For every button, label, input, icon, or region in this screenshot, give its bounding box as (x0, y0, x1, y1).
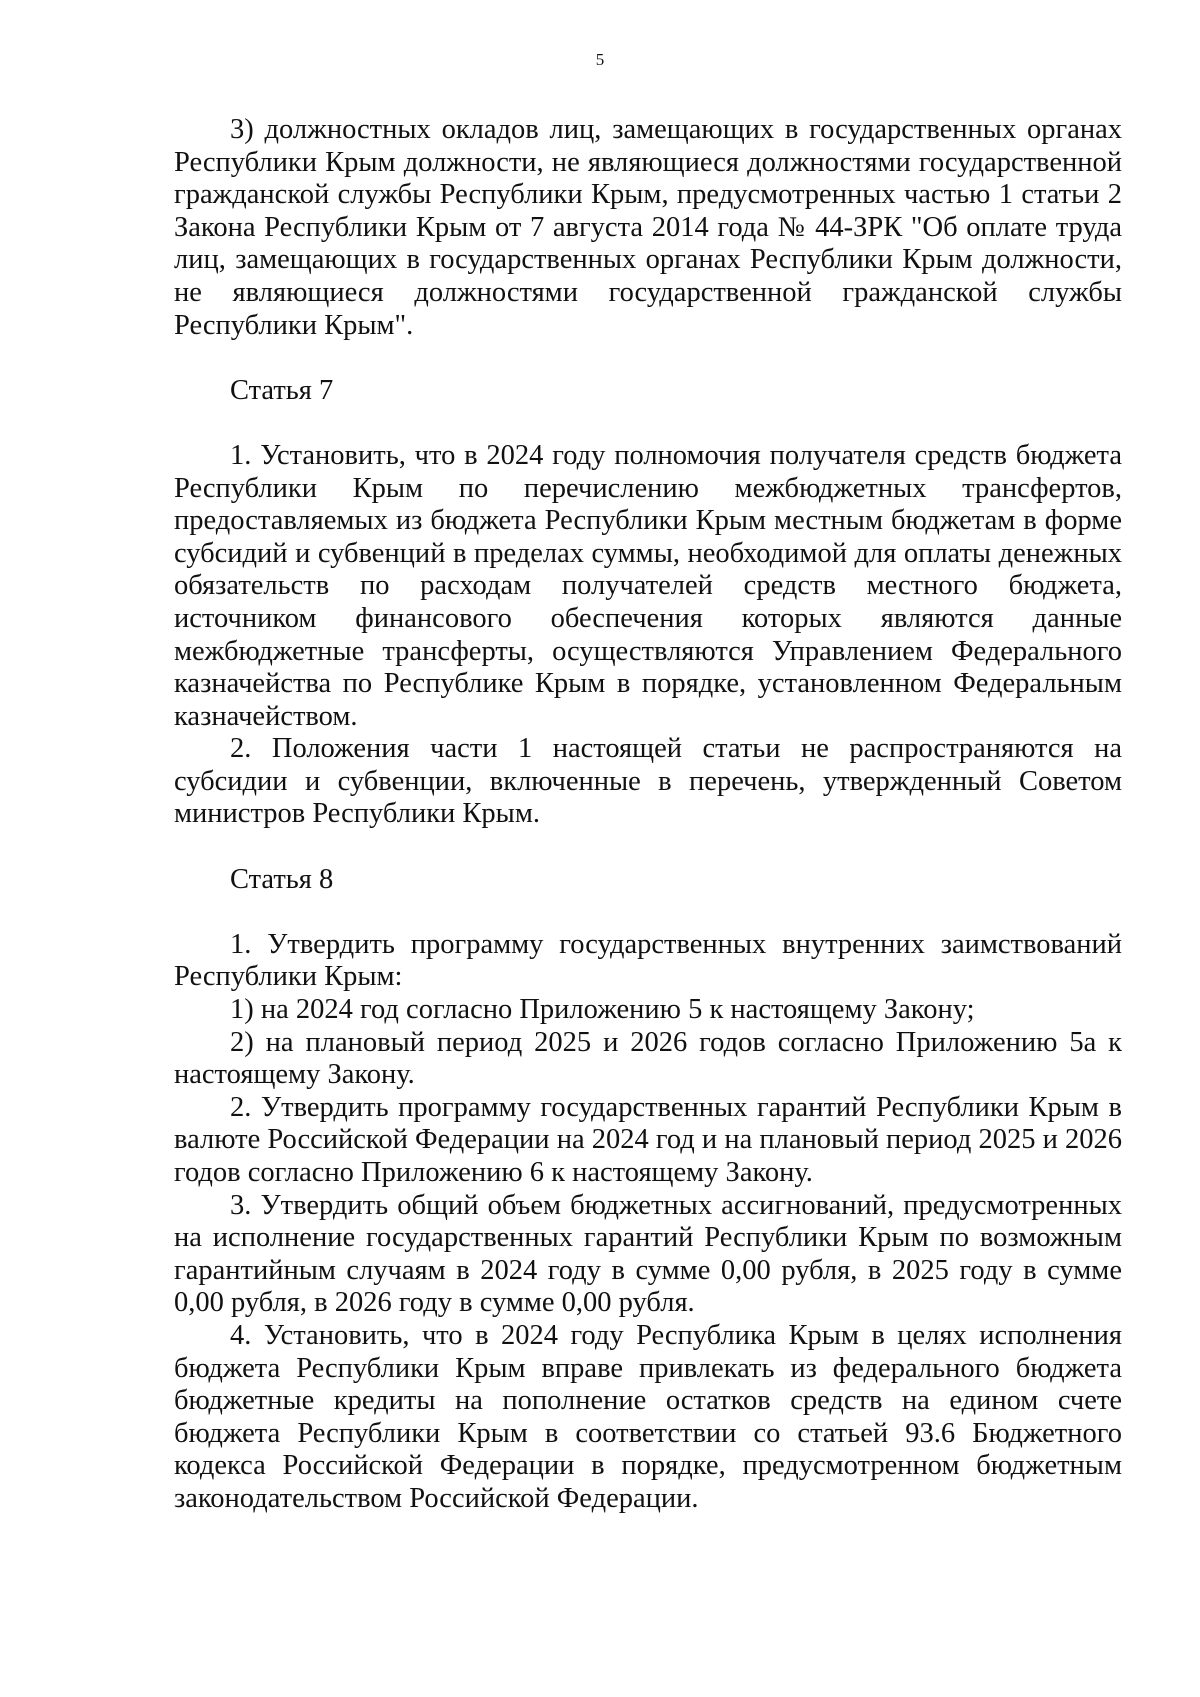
paragraph-article8-item1: 1) на 2024 год согласно Приложению 5 к настоящему Закону; (230, 994, 975, 1026)
article-heading-8: Статья 8 (230, 863, 334, 895)
article-heading-7: Статья 7 (230, 374, 334, 406)
paragraph-article7-part2: 2. Положения части 1 настоящей статьи не распространяются на субсидии и субвенции, включенные в перечень, утвержденный Советом министров Республики Крым. (174, 733, 1122, 830)
paragraph-item-3: 3) должностных окладов лиц, замещающих в государственных органах Республики Крым должности, не являющиеся должностями государственной гражданской службы Республики Крым, предусмотренных частью 1 статьи 2 Закона Республики Крым от 7 августа 2014 года № 44-ЗРК "Об оплате труда лиц, замещающих в государственных органах Республики Крым должности, не являющиеся должностями государственной гражданской службы Республики Крым". (174, 114, 1122, 341)
paragraph-article8-part2: 2. Утвердить программу государственных гарантий Республики Крым в валюте Российской Федерации на 2024 год и на плановый период 2025 и 2026 годов согласно Приложению 6 к настоящему Закону. (174, 1091, 1122, 1188)
paragraph-article8-part1: 1. Утвердить программу государственных внутренних заимствований Республики Крым: (174, 928, 1122, 993)
paragraph-article8-part3: 3. Утвердить общий объем бюджетных ассигнований, предусмотренных на исполнение государственных гарантий Республики Крым по возможным гарантийным случаям в 2024 году в сумме 0,00 рубля, в 2025 году в сумме 0,00 рубля, в 2026 году в сумме 0,00 рубля. (174, 1189, 1122, 1319)
paragraph-article8-part4: 4. Установить, что в 2024 году Республика Крым в целях исполнения бюджета Республики Крым вправе привлекать из федерального бюджета бюджетные кредиты на пополнение остатков средств на едином счете бюджета Республики Крым в соответствии со статьей 93.6 Бюджетного кодекса Российской Федерации в порядке, предусмотренном бюджетным законодательством Российской Федерации. (174, 1319, 1122, 1514)
page-number: 5 (595, 50, 605, 69)
document-body (174, 114, 1122, 1516)
paragraph-article7-part1: 1. Установить, что в 2024 году полномочия получателя средств бюджета Республики Крым по перечислению межбюджетных трансфертов, предоставляемых из бюджета Республики Крым местным бюджетам в форме субсидий и субвенций в пределах суммы, необходимой для оплаты денежных обязательств по расходам получателей средств местного бюджета, источником финансового обеспечения которых являются данные межбюджетные трансферты, осуществляются Управлением Федерального казначейства по Республике Крым в порядке, установленном Федеральным казначейством. (174, 439, 1122, 732)
paragraph-article8-item2: 2) на плановый период 2025 и 2026 годов согласно Приложению 5а к настоящему Закону. (174, 1026, 1122, 1091)
